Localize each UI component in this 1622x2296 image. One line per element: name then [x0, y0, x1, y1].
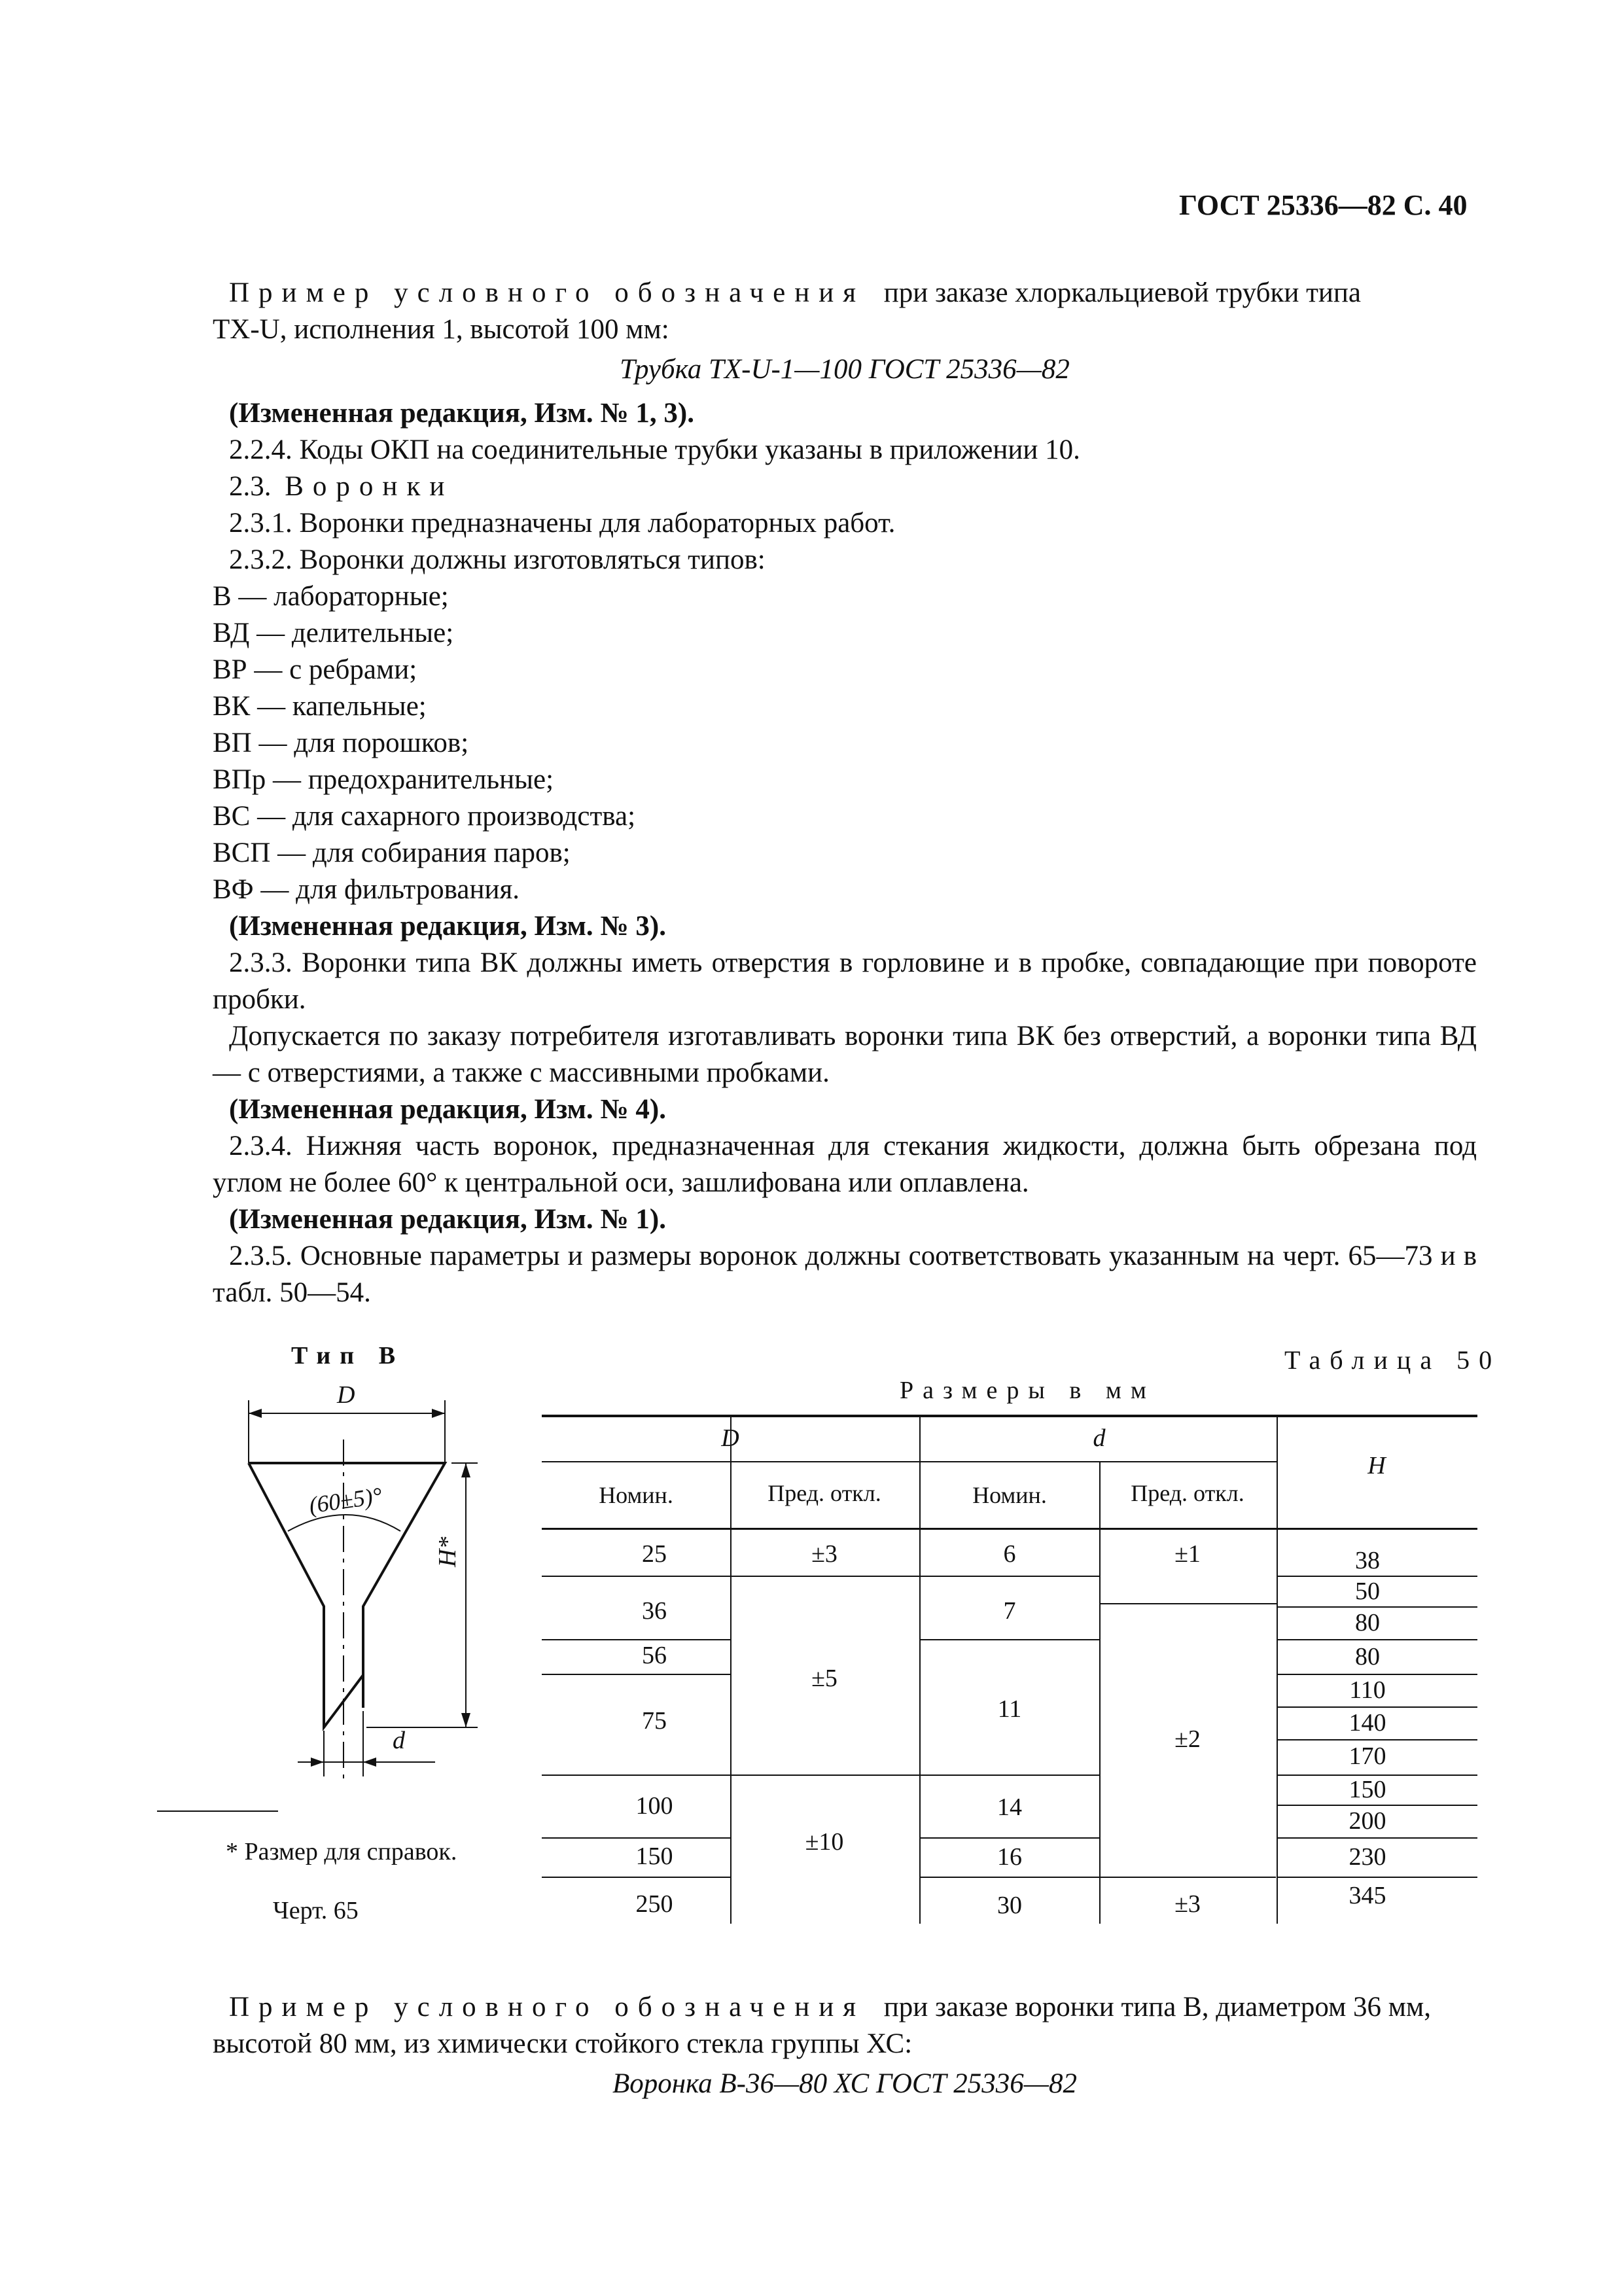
- table-title: Таблица 50: [1284, 1345, 1502, 1375]
- table-rule: [542, 1461, 1277, 1462]
- table-rule: [919, 1639, 1099, 1640]
- type-item: ВП — для порошков;: [213, 728, 469, 758]
- table-rule: [542, 1775, 919, 1776]
- example2-intro-spaced: Пример условного обозначения: [229, 1992, 866, 2022]
- label-D: D: [337, 1381, 355, 1409]
- table-cell: 100: [635, 1792, 673, 1820]
- section-number: 2.3.: [229, 471, 272, 502]
- table-cell: 14: [997, 1793, 1022, 1821]
- table-cell: 50: [1355, 1578, 1380, 1605]
- table-rule: [919, 1415, 921, 1924]
- table-cell: ±3: [811, 1540, 837, 1568]
- table-cell: 75: [642, 1707, 667, 1735]
- example-designation-1: Трубка ТХ-U-1—100 ГОСТ 25336—82: [620, 354, 1070, 385]
- clause-2-3-2: 2.3.2. Воронки должны изготовляться типов:: [229, 544, 766, 575]
- clause-2-3-3: 2.3.3. Воронки типа ВК должны иметь отверстия в горловине и в пробке, совпадающие при повороте пробки.: [213, 947, 1477, 1015]
- table-cell: 250: [635, 1890, 673, 1918]
- table-rule: [919, 1775, 1099, 1776]
- figure-type-label: Тип В: [291, 1342, 405, 1369]
- example2-intro-rest: при заказе воронки типа В, диаметром 36 мм,: [883, 1992, 1431, 2022]
- table-rule: [1099, 1461, 1101, 1924]
- type-item: В — лабораторные;: [213, 581, 449, 612]
- table-rule: [1277, 1606, 1477, 1608]
- section-title: Воронки: [285, 471, 454, 502]
- clause-2-3-5: 2.3.5. Основные параметры и размеры воронок должны соответствовать указанным на черт. 65—73 и в табл. 50—54.: [213, 1241, 1477, 1308]
- table-rule: [542, 1837, 730, 1839]
- col-header-H: H: [1367, 1452, 1386, 1479]
- type-item: ВК — капельные;: [213, 691, 427, 722]
- subheader-nominal: Номин.: [972, 1482, 1047, 1508]
- example-intro-line2: ТХ-U, исполнения 1, высотой 100 мм:: [213, 314, 669, 345]
- table-rule: [730, 1576, 919, 1577]
- table-cell: 11: [997, 1695, 1022, 1723]
- table-rule: [919, 1877, 1276, 1878]
- table-cell: 25: [642, 1540, 667, 1568]
- table-cell: 230: [1349, 1843, 1386, 1871]
- table-cell: 150: [1349, 1776, 1386, 1803]
- edit-note-1-3: (Измененная редакция, Изм. № 1, 3).: [229, 398, 694, 429]
- table-rule: [1277, 1739, 1477, 1740]
- clause-2-3-1: 2.3.1. Воронки предназначены для лабораторных работ.: [229, 508, 896, 539]
- table-rule: [730, 1415, 732, 1924]
- table-rule: [1277, 1415, 1278, 1924]
- type-item: ВС — для сахарного производства;: [213, 801, 636, 832]
- example2-intro-line: [229, 1989, 1431, 2026]
- table-cell: 140: [1349, 1709, 1386, 1737]
- table-rule: [542, 1528, 1477, 1530]
- table-cell: 345: [1349, 1882, 1386, 1909]
- table-cell: 170: [1349, 1742, 1386, 1770]
- example2-intro-line2: высотой 80 мм, из химически стойкого стекла группы ХС:: [213, 2028, 913, 2059]
- table-rule: [542, 1639, 730, 1640]
- table-cell: 80: [1355, 1609, 1380, 1636]
- clause-2-3-4: 2.3.4. Нижняя часть воронок, предназначенная для стекания жидкости, должна быть обрезана под углом не более 60° к центральной оси, зашлифована или оплавлена.: [213, 1131, 1477, 1198]
- type-item: ВД — делительные;: [213, 618, 454, 648]
- label-d: d: [393, 1727, 405, 1754]
- table-rule: [919, 1837, 1099, 1839]
- example-designation-2: Воронка В-36—80 ХС ГОСТ 25336—82: [612, 2068, 1078, 2099]
- type-item: ВР — с ребрами;: [213, 654, 417, 685]
- table-cell: 6: [1003, 1540, 1016, 1568]
- figure-footnote: * Размер для справок.: [226, 1838, 457, 1865]
- table-rule: [1277, 1639, 1477, 1640]
- table-cell: 110: [1349, 1676, 1386, 1704]
- table-rule: [1099, 1603, 1277, 1604]
- type-item: ВФ — для фильтрования.: [213, 874, 520, 905]
- subheader-tolerance: Пред. откл.: [767, 1480, 881, 1506]
- table-cell: 36: [642, 1597, 667, 1625]
- table-cell: 16: [997, 1843, 1022, 1871]
- table-rule: [1277, 1674, 1477, 1675]
- table-cell: ±1: [1174, 1540, 1201, 1568]
- subheader-tolerance: Пред. откл.: [1131, 1480, 1244, 1506]
- table-cell: 80: [1355, 1643, 1380, 1670]
- table-rule: [1277, 1706, 1477, 1708]
- table-rule: [542, 1415, 1477, 1417]
- col-header-d: d: [1093, 1424, 1106, 1452]
- table-rule: [919, 1576, 1099, 1577]
- table-rule: [1277, 1837, 1477, 1839]
- label-angle: (60±5)°: [307, 1482, 384, 1519]
- table-cell: 150: [635, 1843, 673, 1870]
- example-intro-spaced: Пример условного обозначения: [229, 277, 866, 308]
- table-rule: [542, 1576, 730, 1577]
- table-units: Размеры в мм: [900, 1377, 1155, 1404]
- page-header: ГОСТ 25336—82 С. 40: [1179, 189, 1468, 221]
- type-item: ВСП — для собирания паров;: [213, 838, 571, 868]
- table-cell: 38: [1355, 1547, 1380, 1574]
- table-cell: ±5: [811, 1665, 837, 1692]
- clause-2-3-3-allowance: Допускается по заказу потребителя изготавливать воронки типа ВК без отверстий, а воронки типа ВД — с отверстиями, а также с массивными пробками.: [213, 1021, 1477, 1088]
- table-cell: ±3: [1174, 1890, 1201, 1918]
- edit-note-3: (Измененная редакция, Изм. № 3).: [229, 911, 666, 942]
- figure-caption: Черт. 65: [273, 1897, 359, 1924]
- table-cell: 30: [997, 1892, 1022, 1919]
- table-cell: 56: [642, 1642, 667, 1669]
- table-cell: ±2: [1174, 1725, 1201, 1753]
- clause-2-2-4: 2.2.4. Коды ОКП на соединительные трубки указаны в приложении 10.: [229, 434, 1080, 465]
- table-rule: [1277, 1877, 1477, 1878]
- subheader-nominal: Номин.: [599, 1482, 673, 1508]
- col-header-D: D: [721, 1424, 739, 1452]
- label-H: H*: [434, 1536, 461, 1567]
- table-cell: 200: [1349, 1807, 1386, 1835]
- table-rule: [1277, 1805, 1477, 1806]
- table-rule: [542, 1674, 730, 1675]
- table-rule: [542, 1877, 730, 1878]
- table-cell: ±10: [805, 1828, 844, 1856]
- edit-note-4: (Измененная редакция, Изм. № 4).: [229, 1094, 666, 1125]
- edit-note-1: (Измененная редакция, Изм. № 1).: [229, 1204, 666, 1235]
- example-intro-rest: при заказе хлоркальциевой трубки типа: [883, 277, 1362, 308]
- type-item: ВПр — предохранительные;: [213, 764, 554, 795]
- table-cell: 7: [1003, 1597, 1016, 1625]
